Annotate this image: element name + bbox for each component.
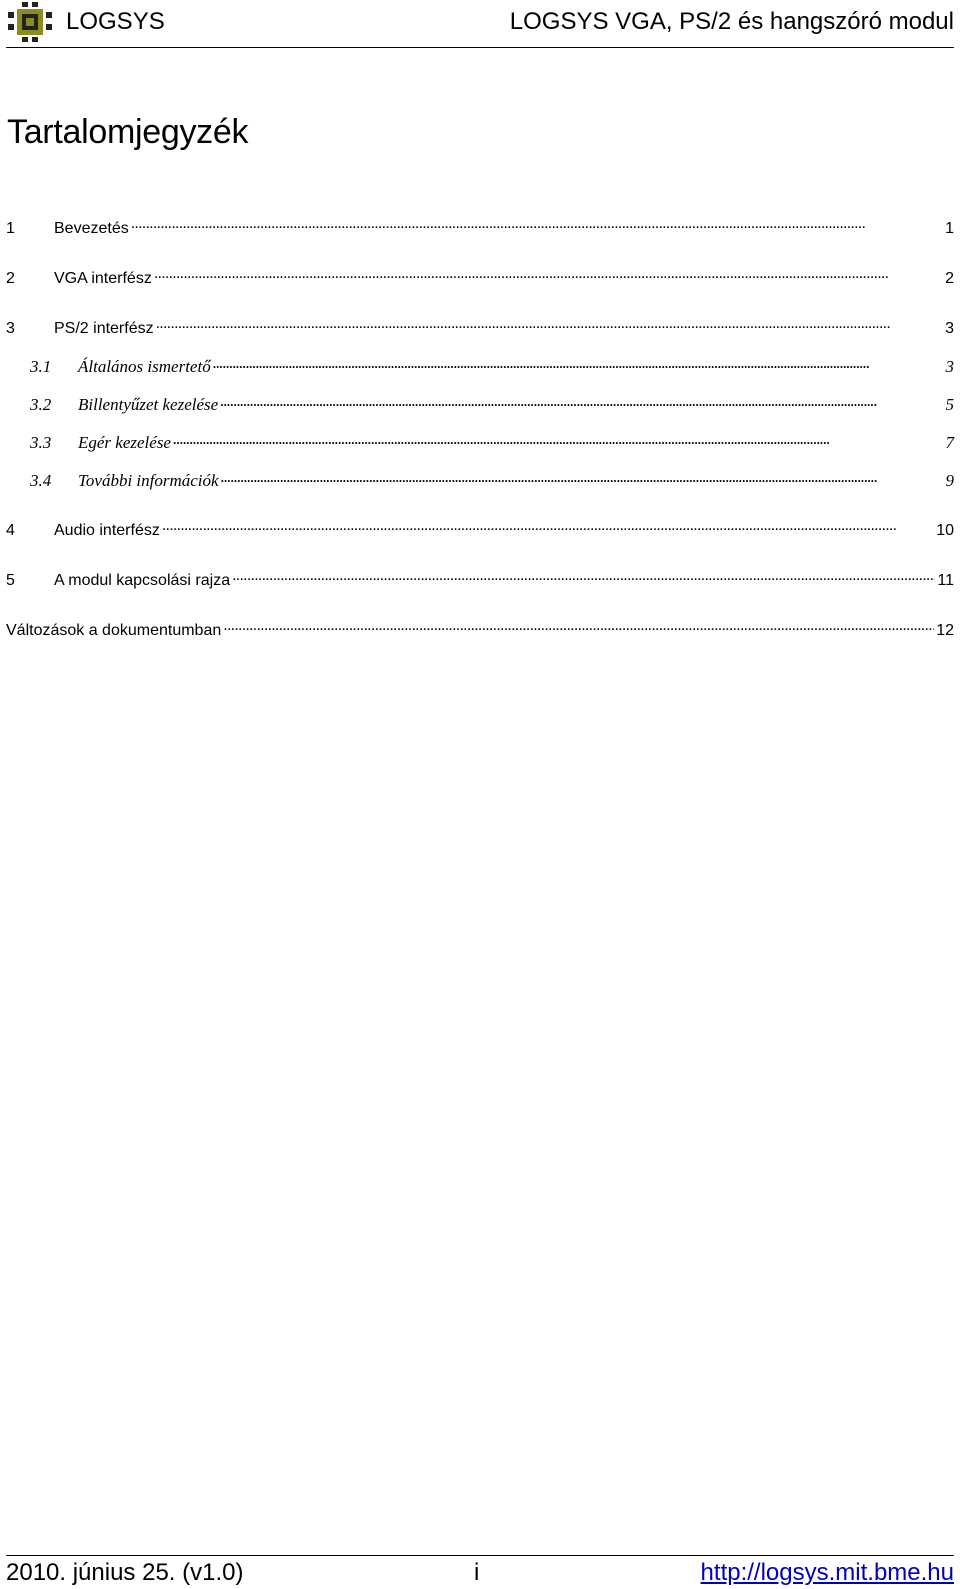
toc-entry-page: 3 bbox=[945, 357, 954, 376]
toc-entry-page: 10 bbox=[936, 522, 954, 539]
toc-entry[interactable] bbox=[6, 356, 954, 378]
toc-entry-page: 7 bbox=[945, 433, 954, 452]
toc-entry-number: 3.4 bbox=[30, 471, 52, 490]
toc-entry-label: VGA interfész bbox=[54, 270, 152, 287]
toc-entry-page: 5 bbox=[945, 395, 954, 414]
brand-name: LOGSYS bbox=[66, 8, 165, 35]
toc-leader-dots bbox=[221, 472, 944, 486]
footer-page-number: i bbox=[474, 1559, 480, 1586]
toc-leader-dots bbox=[223, 621, 934, 635]
footer-divider bbox=[6, 1555, 954, 1556]
toc-entry-number: 5 bbox=[6, 572, 15, 589]
toc-entry-label: PS/2 interfész bbox=[54, 320, 154, 337]
toc-entry[interactable] bbox=[6, 268, 954, 290]
toc-leader-dots bbox=[131, 219, 943, 233]
toc-entry-label: Bevezetés bbox=[54, 220, 129, 237]
document-title: LOGSYS VGA, PS/2 és hangszóró modul bbox=[509, 8, 954, 35]
toc-entry-number: 3.3 bbox=[30, 433, 52, 452]
toc-entry[interactable] bbox=[6, 570, 954, 592]
toc-entry-label: Audio interfész bbox=[54, 522, 160, 539]
logsys-logo-icon bbox=[8, 2, 52, 42]
toc-entry-page: 2 bbox=[945, 270, 954, 287]
toc-entry[interactable] bbox=[6, 432, 954, 454]
toc-heading: Tartalomjegyzék bbox=[7, 113, 249, 151]
toc-entry-label: További információk bbox=[78, 471, 219, 490]
toc-entry-number: 3.1 bbox=[30, 357, 52, 376]
toc-entry-label: Billentyűzet kezelése bbox=[78, 395, 219, 414]
header-divider bbox=[6, 47, 954, 48]
toc-entry-page: 1 bbox=[945, 220, 954, 237]
toc-entry-number: 3 bbox=[6, 320, 15, 337]
toc-leader-dots bbox=[232, 571, 935, 585]
toc-entry-label: Általános ismertető bbox=[78, 357, 211, 376]
toc-entry-number: 2 bbox=[6, 270, 15, 287]
toc-leader-dots bbox=[173, 434, 944, 448]
toc-entry-page: 9 bbox=[945, 471, 954, 490]
toc-entry[interactable] bbox=[6, 470, 954, 492]
toc-leader-dots bbox=[220, 396, 943, 410]
toc-entry-number: 1 bbox=[6, 220, 15, 237]
toc-leader-dots bbox=[154, 269, 943, 283]
toc-entry-label: A modul kapcsolási rajza bbox=[54, 572, 231, 589]
toc-leader-dots bbox=[156, 319, 943, 333]
toc-entry-page: 3 bbox=[945, 320, 954, 337]
toc-entry[interactable] bbox=[6, 520, 954, 542]
toc-entry[interactable] bbox=[6, 394, 954, 416]
page-footer bbox=[6, 1557, 954, 1589]
toc-entry-number: 3.2 bbox=[30, 395, 52, 414]
toc-entry-page: 11 bbox=[937, 572, 954, 589]
toc-entry-label: Egér kezelése bbox=[78, 433, 171, 452]
page-header bbox=[0, 0, 960, 48]
toc-entry[interactable] bbox=[6, 318, 954, 340]
toc-entry-page: 12 bbox=[936, 622, 954, 639]
toc-entry[interactable] bbox=[6, 218, 954, 240]
footer-date: 2010. június 25. (v1.0) bbox=[6, 1559, 244, 1586]
toc-leader-dots bbox=[213, 358, 944, 372]
toc-entry-label: Változások a dokumentumban bbox=[6, 622, 222, 639]
toc-leader-dots bbox=[162, 521, 934, 535]
footer-url-link[interactable]: http://logsys.mit.bme.hu bbox=[700, 1559, 954, 1586]
toc-entry[interactable] bbox=[6, 620, 954, 642]
toc-entry-number: 4 bbox=[6, 522, 15, 539]
